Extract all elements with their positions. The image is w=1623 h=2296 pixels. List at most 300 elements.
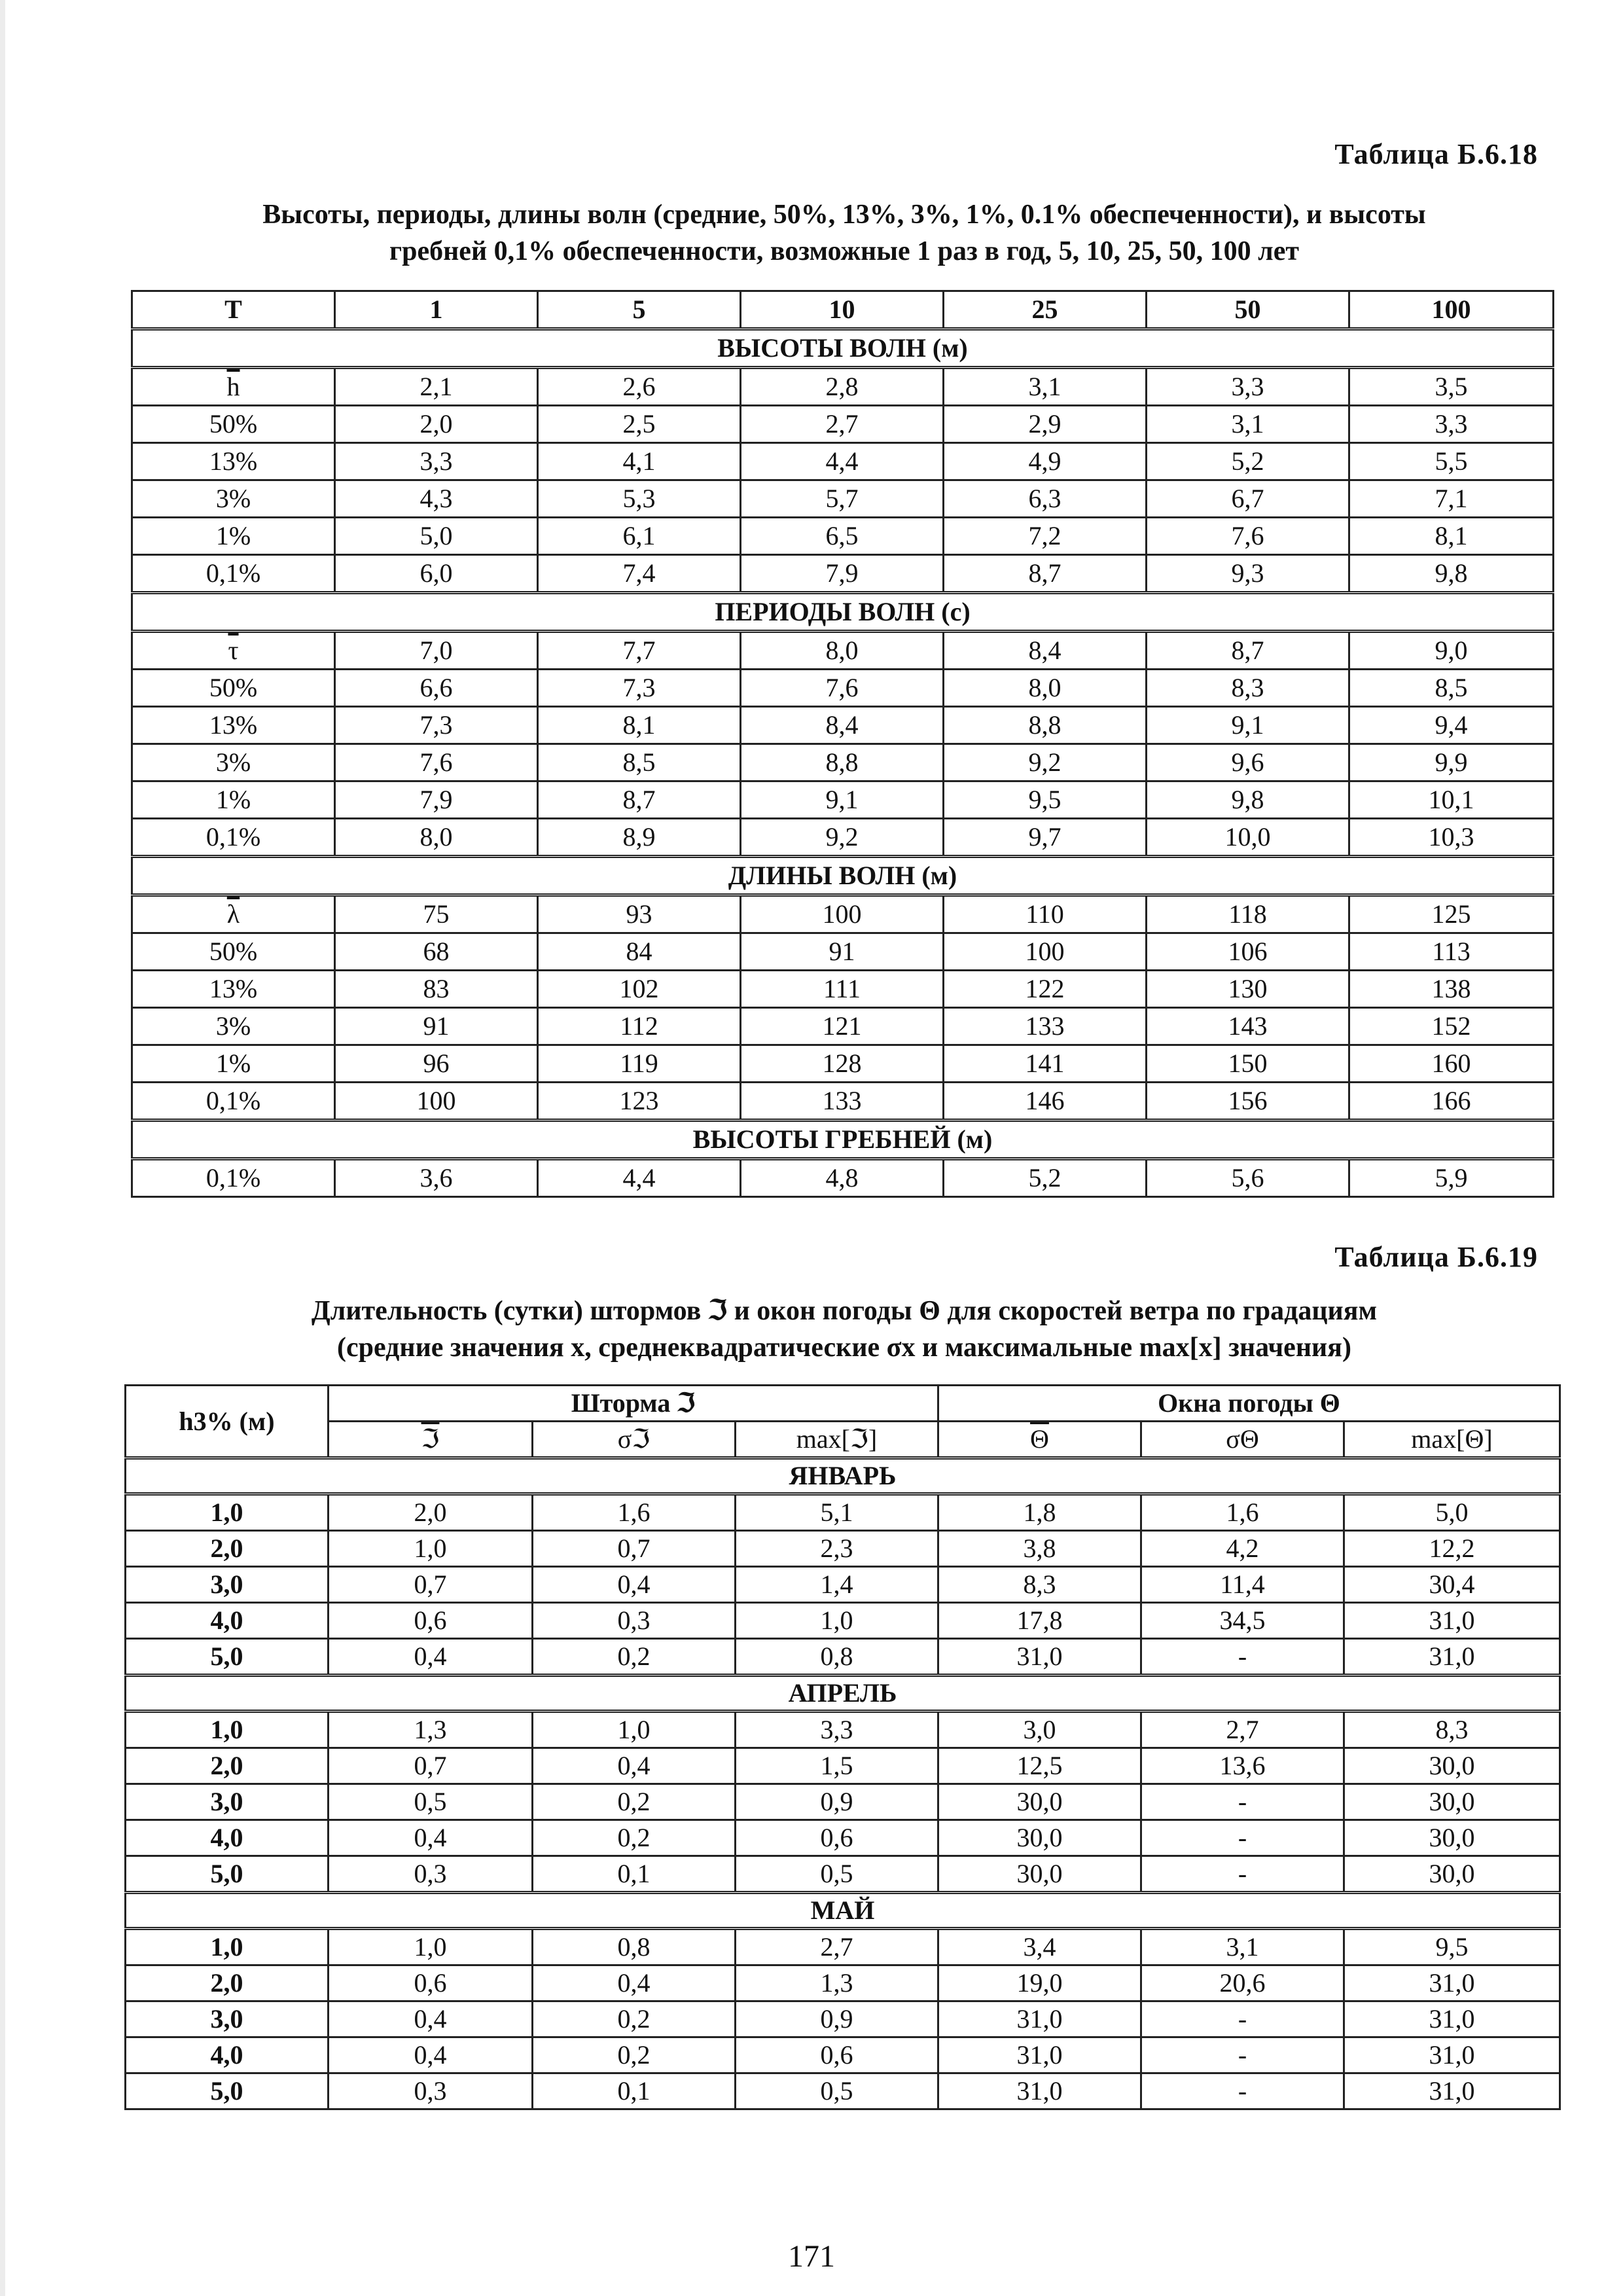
- table-row: [126, 2037, 1560, 2073]
- table-cell: 12,2: [1344, 1531, 1560, 1567]
- section-row: [132, 857, 1554, 895]
- month-row: [126, 1893, 1560, 1929]
- column-header: 10: [741, 291, 944, 329]
- table-cell: 8,8: [741, 744, 944, 781]
- table-row: [132, 1083, 1554, 1121]
- table-cell: 8,0: [944, 670, 1147, 707]
- month-title: МАЙ: [126, 1893, 1560, 1929]
- table-cell: 110: [944, 895, 1147, 933]
- table-cell: 0,4: [533, 1567, 736, 1603]
- table-cell: 113: [1349, 933, 1554, 971]
- table-cell: 4,9: [944, 443, 1147, 480]
- table-cell: 125: [1349, 895, 1554, 933]
- table-row: [132, 707, 1554, 744]
- table-cell: 0,7: [329, 1567, 533, 1603]
- table-cell: 6,5: [741, 518, 944, 555]
- row-label-text: 50%: [209, 937, 258, 966]
- table-cell: 5,9: [1349, 1159, 1554, 1197]
- table-cell: 9,2: [944, 744, 1147, 781]
- table-cell: 7,4: [538, 555, 741, 593]
- table-cell: 11,4: [1141, 1567, 1344, 1603]
- table-cell: 9,5: [1344, 1929, 1560, 1965]
- table-cell: 156: [1147, 1083, 1349, 1121]
- table-cell: 4,3: [335, 480, 538, 518]
- row-label: 3,0: [126, 1567, 329, 1603]
- table-row: [132, 555, 1554, 593]
- table-cell: 128: [741, 1045, 944, 1083]
- table-cell: 166: [1349, 1083, 1554, 1121]
- table-cell: 1,0: [736, 1603, 938, 1639]
- table-cell: 0,4: [533, 1965, 736, 2001]
- table-cell: 0,2: [533, 1784, 736, 1820]
- column-header-text: $\overline{\Theta}$: [1030, 1424, 1049, 1454]
- table-row: [132, 819, 1554, 857]
- row-label: [132, 1083, 335, 1121]
- table-cell: -: [1141, 2073, 1344, 2109]
- row-label: 5,0: [126, 1639, 329, 1676]
- row-label: [132, 480, 335, 518]
- table-cell: 30,0: [1344, 1748, 1560, 1784]
- table-cell: 2,9: [944, 406, 1147, 443]
- column-header: [938, 1422, 1141, 1458]
- section-title: ДЛИНЫ ВОЛН (м): [132, 857, 1554, 895]
- row-label: 5,0: [126, 2073, 329, 2109]
- table-cell: 2,8: [741, 368, 944, 406]
- row-label-text: 1%: [215, 1049, 251, 1078]
- section-title: ПЕРИОДЫ ВОЛН (с): [132, 593, 1554, 632]
- table-cell: 2,7: [1141, 1712, 1344, 1748]
- table-row: [132, 368, 1554, 406]
- wave-parameters-table: [131, 290, 1554, 1198]
- table-cell: 1,3: [329, 1712, 533, 1748]
- table-cell: 1,0: [329, 1929, 533, 1965]
- table-cell: 31,0: [938, 1639, 1141, 1676]
- row-label-text: 13%: [209, 974, 258, 1003]
- column-header-text: max[ℑ]: [796, 1424, 878, 1454]
- table-cell: 0,6: [736, 2037, 938, 2073]
- table-cell: 3,6: [335, 1159, 538, 1197]
- table-cell: 0,8: [533, 1929, 736, 1965]
- section-title: ВЫСОТЫ ВОЛН (м): [132, 329, 1554, 368]
- table-cell: 100: [335, 1083, 538, 1121]
- row-label: 2,0: [126, 1531, 329, 1567]
- table-row: [132, 1045, 1554, 1083]
- table-cell: 9,3: [1147, 555, 1349, 593]
- table-cell: 6,7: [1147, 480, 1349, 518]
- column-header: [1344, 1422, 1560, 1458]
- table-cell: 0,3: [533, 1603, 736, 1639]
- table-cell: 0,3: [329, 1856, 533, 1893]
- table18-title-line2: гребней 0,1% обеспеченности, возможные 1 раз в год, 5, 10, 25, 50, 100 лет: [389, 236, 1299, 266]
- table-cell: -: [1141, 2001, 1344, 2037]
- table-cell: 20,6: [1141, 1965, 1344, 2001]
- table-row: [132, 895, 1554, 933]
- row-label: [132, 707, 335, 744]
- table-cell: 5,2: [1147, 443, 1349, 480]
- table-cell: 7,6: [1147, 518, 1349, 555]
- table-cell: 4,2: [1141, 1531, 1344, 1567]
- group-storms: Шторма ℑ: [329, 1386, 938, 1422]
- table-row: [132, 971, 1554, 1008]
- table-cell: 0,6: [329, 1965, 533, 2001]
- table-cell: 9,9: [1349, 744, 1554, 781]
- row-label: 4,0: [126, 1820, 329, 1856]
- table-row: [132, 406, 1554, 443]
- column-header-text: σΘ: [1226, 1424, 1259, 1454]
- row-label-text: $\overline{\lambda}$: [226, 899, 240, 929]
- table-cell: 8,0: [741, 632, 944, 670]
- row-label-text: 3%: [215, 1011, 251, 1041]
- table-cell: 13,6: [1141, 1748, 1344, 1784]
- table-row: [126, 1531, 1560, 1567]
- table-cell: 7,1: [1349, 480, 1554, 518]
- row-label-text: 50%: [209, 673, 258, 702]
- table-cell: 0,8: [736, 1639, 938, 1676]
- table-row: [126, 2001, 1560, 2037]
- table-cell: 30,4: [1344, 1567, 1560, 1603]
- column-header-text: ℑ: [421, 1424, 440, 1454]
- table-row: [132, 933, 1554, 971]
- row-label: 1,0: [126, 1712, 329, 1748]
- row-label: [132, 933, 335, 971]
- table-cell: 19,0: [938, 1965, 1141, 2001]
- table-row: [132, 781, 1554, 819]
- column-header: [329, 1422, 533, 1458]
- table-cell: 10,1: [1349, 781, 1554, 819]
- table-cell: 1,0: [329, 1531, 533, 1567]
- table-cell: 3,5: [1349, 368, 1554, 406]
- table-cell: 8,9: [538, 819, 741, 857]
- table-cell: 9,8: [1349, 555, 1554, 593]
- table-cell: 0,2: [533, 2037, 736, 2073]
- table-cell: 5,5: [1349, 443, 1554, 480]
- row-label: 3,0: [126, 2001, 329, 2037]
- table-cell: 0,4: [329, 2037, 533, 2073]
- table-cell: 8,7: [538, 781, 741, 819]
- table-cell: 9,2: [741, 819, 944, 857]
- row-label: [132, 1008, 335, 1045]
- table-cell: 4,4: [741, 443, 944, 480]
- group-weather-windows: Окна погоды Θ: [938, 1386, 1560, 1422]
- table-cell: 0,4: [329, 1639, 533, 1676]
- row-label: [132, 971, 335, 1008]
- row-label-text: 50%: [209, 409, 258, 439]
- row-label: [132, 1159, 335, 1197]
- table-cell: 1,4: [736, 1567, 938, 1603]
- table-cell: 8,5: [1349, 670, 1554, 707]
- table-cell: 6,3: [944, 480, 1147, 518]
- storm-duration-table: [124, 1384, 1561, 2110]
- table-cell: 8,5: [538, 744, 741, 781]
- table19-caption: Таблица Б.6.19: [1334, 1241, 1538, 1273]
- row-label: 4,0: [126, 1603, 329, 1639]
- table-row: [126, 1748, 1560, 1784]
- row-label: [132, 1045, 335, 1083]
- table-cell: 9,1: [741, 781, 944, 819]
- table-cell: 141: [944, 1045, 1147, 1083]
- table-cell: 31,0: [1344, 1603, 1560, 1639]
- table-cell: 91: [741, 933, 944, 971]
- table-cell: 4,1: [538, 443, 741, 480]
- page-number: 171: [788, 2239, 835, 2274]
- table-cell: 0,7: [329, 1748, 533, 1784]
- table-cell: 9,6: [1147, 744, 1349, 781]
- month-row: [126, 1458, 1560, 1494]
- table-cell: -: [1141, 1639, 1344, 1676]
- column-header-text: max[Θ]: [1411, 1424, 1493, 1454]
- row-label: [132, 368, 335, 406]
- table-cell: 8,4: [944, 632, 1147, 670]
- table-cell: 3,0: [938, 1712, 1141, 1748]
- table-cell: 75: [335, 895, 538, 933]
- table-cell: 93: [538, 895, 741, 933]
- table-cell: 30,0: [938, 1784, 1141, 1820]
- table-cell: 3,1: [1141, 1929, 1344, 1965]
- table-row: [132, 518, 1554, 555]
- section-row: [132, 1121, 1554, 1159]
- table-cell: 7,7: [538, 632, 741, 670]
- table-cell: 2,3: [736, 1531, 938, 1567]
- table-row: [126, 1820, 1560, 1856]
- table-cell: 2,6: [538, 368, 741, 406]
- table-cell: 2,7: [741, 406, 944, 443]
- row-label: [132, 518, 335, 555]
- table-cell: 3,1: [1147, 406, 1349, 443]
- table-cell: 0,5: [329, 1784, 533, 1820]
- table-cell: 30,0: [938, 1820, 1141, 1856]
- table-cell: 106: [1147, 933, 1349, 971]
- table-cell: 9,5: [944, 781, 1147, 819]
- table-cell: 2,0: [329, 1494, 533, 1531]
- row-label: 4,0: [126, 2037, 329, 2073]
- table-cell: 8,7: [944, 555, 1147, 593]
- table-row: [126, 1929, 1560, 1965]
- subheader-row: [126, 1422, 1560, 1458]
- table-cell: 100: [944, 933, 1147, 971]
- table-cell: 5,6: [1147, 1159, 1349, 1197]
- table-cell: 0,4: [329, 2001, 533, 2037]
- table-cell: 8,3: [1344, 1712, 1560, 1748]
- table-row: [132, 480, 1554, 518]
- table-cell: 10,0: [1147, 819, 1349, 857]
- table-cell: 68: [335, 933, 538, 971]
- row-label-text: 13%: [209, 446, 258, 476]
- table-cell: 1,6: [533, 1494, 736, 1531]
- table-cell: 0,9: [736, 1784, 938, 1820]
- column-header: 1: [335, 291, 538, 329]
- table-cell: 31,0: [1344, 2001, 1560, 2037]
- row-label-text: 13%: [209, 710, 258, 740]
- table18-caption: Таблица Б.6.18: [1334, 138, 1538, 170]
- table-cell: 31,0: [938, 2037, 1141, 2073]
- table-cell: 100: [741, 895, 944, 933]
- table-cell: 3,4: [938, 1929, 1141, 1965]
- table-cell: 3,8: [938, 1531, 1141, 1567]
- table-row: [126, 1712, 1560, 1748]
- table18-title: [131, 196, 1558, 270]
- row-label: [132, 632, 335, 670]
- table-row: [126, 1784, 1560, 1820]
- table-cell: 0,6: [736, 1820, 938, 1856]
- table-cell: 3,1: [944, 368, 1147, 406]
- row-label: [132, 406, 335, 443]
- table-row: [132, 744, 1554, 781]
- table-cell: 1,6: [1141, 1494, 1344, 1531]
- table-cell: 8,0: [335, 819, 538, 857]
- table-cell: 3,3: [736, 1712, 938, 1748]
- table-cell: 152: [1349, 1008, 1554, 1045]
- table-cell: 84: [538, 933, 741, 971]
- table-cell: 7,9: [335, 781, 538, 819]
- table-cell: 7,9: [741, 555, 944, 593]
- table-cell: 118: [1147, 895, 1349, 933]
- row-label-text: $\overline{\tau}$: [228, 636, 239, 665]
- table-cell: 0,7: [533, 1531, 736, 1567]
- table-row: [126, 1856, 1560, 1893]
- table-cell: 12,5: [938, 1748, 1141, 1784]
- table-cell: -: [1141, 1856, 1344, 1893]
- table-cell: 9,0: [1349, 632, 1554, 670]
- table-cell: 1,5: [736, 1748, 938, 1784]
- table-cell: 0,4: [533, 1748, 736, 1784]
- row-label-text: 0,1%: [205, 1086, 261, 1115]
- row-label: 2,0: [126, 1965, 329, 2001]
- row-label: [132, 443, 335, 480]
- table-cell: 7,2: [944, 518, 1147, 555]
- table-cell: 30,0: [1344, 1784, 1560, 1820]
- table-cell: 0,9: [736, 2001, 938, 2037]
- table-row: [126, 1639, 1560, 1676]
- table-cell: 150: [1147, 1045, 1349, 1083]
- row-label-text: 0,1%: [205, 822, 261, 852]
- table-cell: 146: [944, 1083, 1147, 1121]
- table-cell: 7,3: [538, 670, 741, 707]
- table-cell: 8,8: [944, 707, 1147, 744]
- table-cell: 83: [335, 971, 538, 1008]
- table-cell: 8,7: [1147, 632, 1349, 670]
- row-header: h3% (м): [126, 1386, 329, 1458]
- table-cell: 5,1: [736, 1494, 938, 1531]
- table-cell: 2,1: [335, 368, 538, 406]
- table-cell: 0,1: [533, 1856, 736, 1893]
- table-row: [126, 1965, 1560, 2001]
- row-label-text: 3%: [215, 484, 251, 513]
- table-row: [126, 1567, 1560, 1603]
- table-cell: -: [1141, 1784, 1344, 1820]
- table-cell: 30,0: [1344, 1856, 1560, 1893]
- group-header-row: [126, 1386, 1560, 1422]
- table-cell: 34,5: [1141, 1603, 1344, 1639]
- table-cell: 1,8: [938, 1494, 1141, 1531]
- table-cell: 2,0: [335, 406, 538, 443]
- table-cell: 119: [538, 1045, 741, 1083]
- table-row: [132, 1159, 1554, 1197]
- table-row: [126, 2073, 1560, 2109]
- table-cell: 3,3: [1147, 368, 1349, 406]
- table-cell: 31,0: [938, 2073, 1141, 2109]
- table-cell: 5,0: [1344, 1494, 1560, 1531]
- table-cell: 0,4: [329, 1820, 533, 1856]
- table-cell: 8,3: [938, 1567, 1141, 1603]
- row-label-text: $\overline{h}$: [226, 372, 240, 401]
- table-cell: 138: [1349, 971, 1554, 1008]
- table-cell: 0,6: [329, 1603, 533, 1639]
- table-cell: 111: [741, 971, 944, 1008]
- table-cell: 121: [741, 1008, 944, 1045]
- column-header: T: [132, 291, 335, 329]
- table-cell: 6,6: [335, 670, 538, 707]
- row-label: 3,0: [126, 1784, 329, 1820]
- column-header: 50: [1147, 291, 1349, 329]
- table-cell: 9,8: [1147, 781, 1349, 819]
- table-cell: 143: [1147, 1008, 1349, 1045]
- row-label: [132, 744, 335, 781]
- table-cell: 122: [944, 971, 1147, 1008]
- column-header: [736, 1422, 938, 1458]
- table-cell: 30,0: [1344, 1820, 1560, 1856]
- row-label: 1,0: [126, 1929, 329, 1965]
- row-label: 5,0: [126, 1856, 329, 1893]
- table-cell: 160: [1349, 1045, 1554, 1083]
- row-label-text: 3%: [215, 747, 251, 777]
- table-cell: 5,7: [741, 480, 944, 518]
- table-cell: 31,0: [938, 2001, 1141, 2037]
- table-cell: 7,3: [335, 707, 538, 744]
- table-cell: 9,7: [944, 819, 1147, 857]
- table-cell: 2,7: [736, 1929, 938, 1965]
- table-cell: 0,1: [533, 2073, 736, 2109]
- column-header: 5: [538, 291, 741, 329]
- table18-title-line1: Высоты, периоды, длины волн (средние, 50%, 13%, 3%, 1%, 0.1% обеспеченности), и высоты: [262, 200, 1426, 230]
- table-cell: 1,0: [533, 1712, 736, 1748]
- table-cell: 31,0: [1344, 2073, 1560, 2109]
- table19-title-line1: Длительность (сутки) штормов ℑ и окон погоды Θ для скоростей ветра по градациям: [311, 1296, 1378, 1326]
- table-cell: 7,6: [335, 744, 538, 781]
- table-cell: 0,2: [533, 1639, 736, 1676]
- table-cell: 3,3: [335, 443, 538, 480]
- table-cell: 130: [1147, 971, 1349, 1008]
- table-cell: 31,0: [1344, 1639, 1560, 1676]
- table-cell: 8,4: [741, 707, 944, 744]
- column-header: [1141, 1422, 1344, 1458]
- table-cell: 7,6: [741, 670, 944, 707]
- table-cell: 102: [538, 971, 741, 1008]
- table-cell: 5,2: [944, 1159, 1147, 1197]
- month-title: АПРЕЛЬ: [126, 1676, 1560, 1712]
- table-cell: 133: [741, 1083, 944, 1121]
- row-label: [132, 555, 335, 593]
- column-header: 25: [944, 291, 1147, 329]
- table-cell: 6,0: [335, 555, 538, 593]
- column-header: [533, 1422, 736, 1458]
- table-cell: 0,3: [329, 2073, 533, 2109]
- table-row: [132, 1008, 1554, 1045]
- table-cell: 0,5: [736, 1856, 938, 1893]
- table-cell: 5,0: [335, 518, 538, 555]
- table-row: [132, 632, 1554, 670]
- table-cell: 91: [335, 1008, 538, 1045]
- row-label: [132, 670, 335, 707]
- table-cell: 8,3: [1147, 670, 1349, 707]
- row-label-text: 1%: [215, 785, 251, 814]
- section-title: ВЫСОТЫ ГРЕБНЕЙ (м): [132, 1121, 1554, 1159]
- table-cell: 31,0: [1344, 1965, 1560, 2001]
- scan-left-edge: [0, 0, 5, 2296]
- table-cell: 31,0: [1344, 2037, 1560, 2073]
- column-header: 100: [1349, 291, 1554, 329]
- table-cell: -: [1141, 1820, 1344, 1856]
- table-cell: 6,1: [538, 518, 741, 555]
